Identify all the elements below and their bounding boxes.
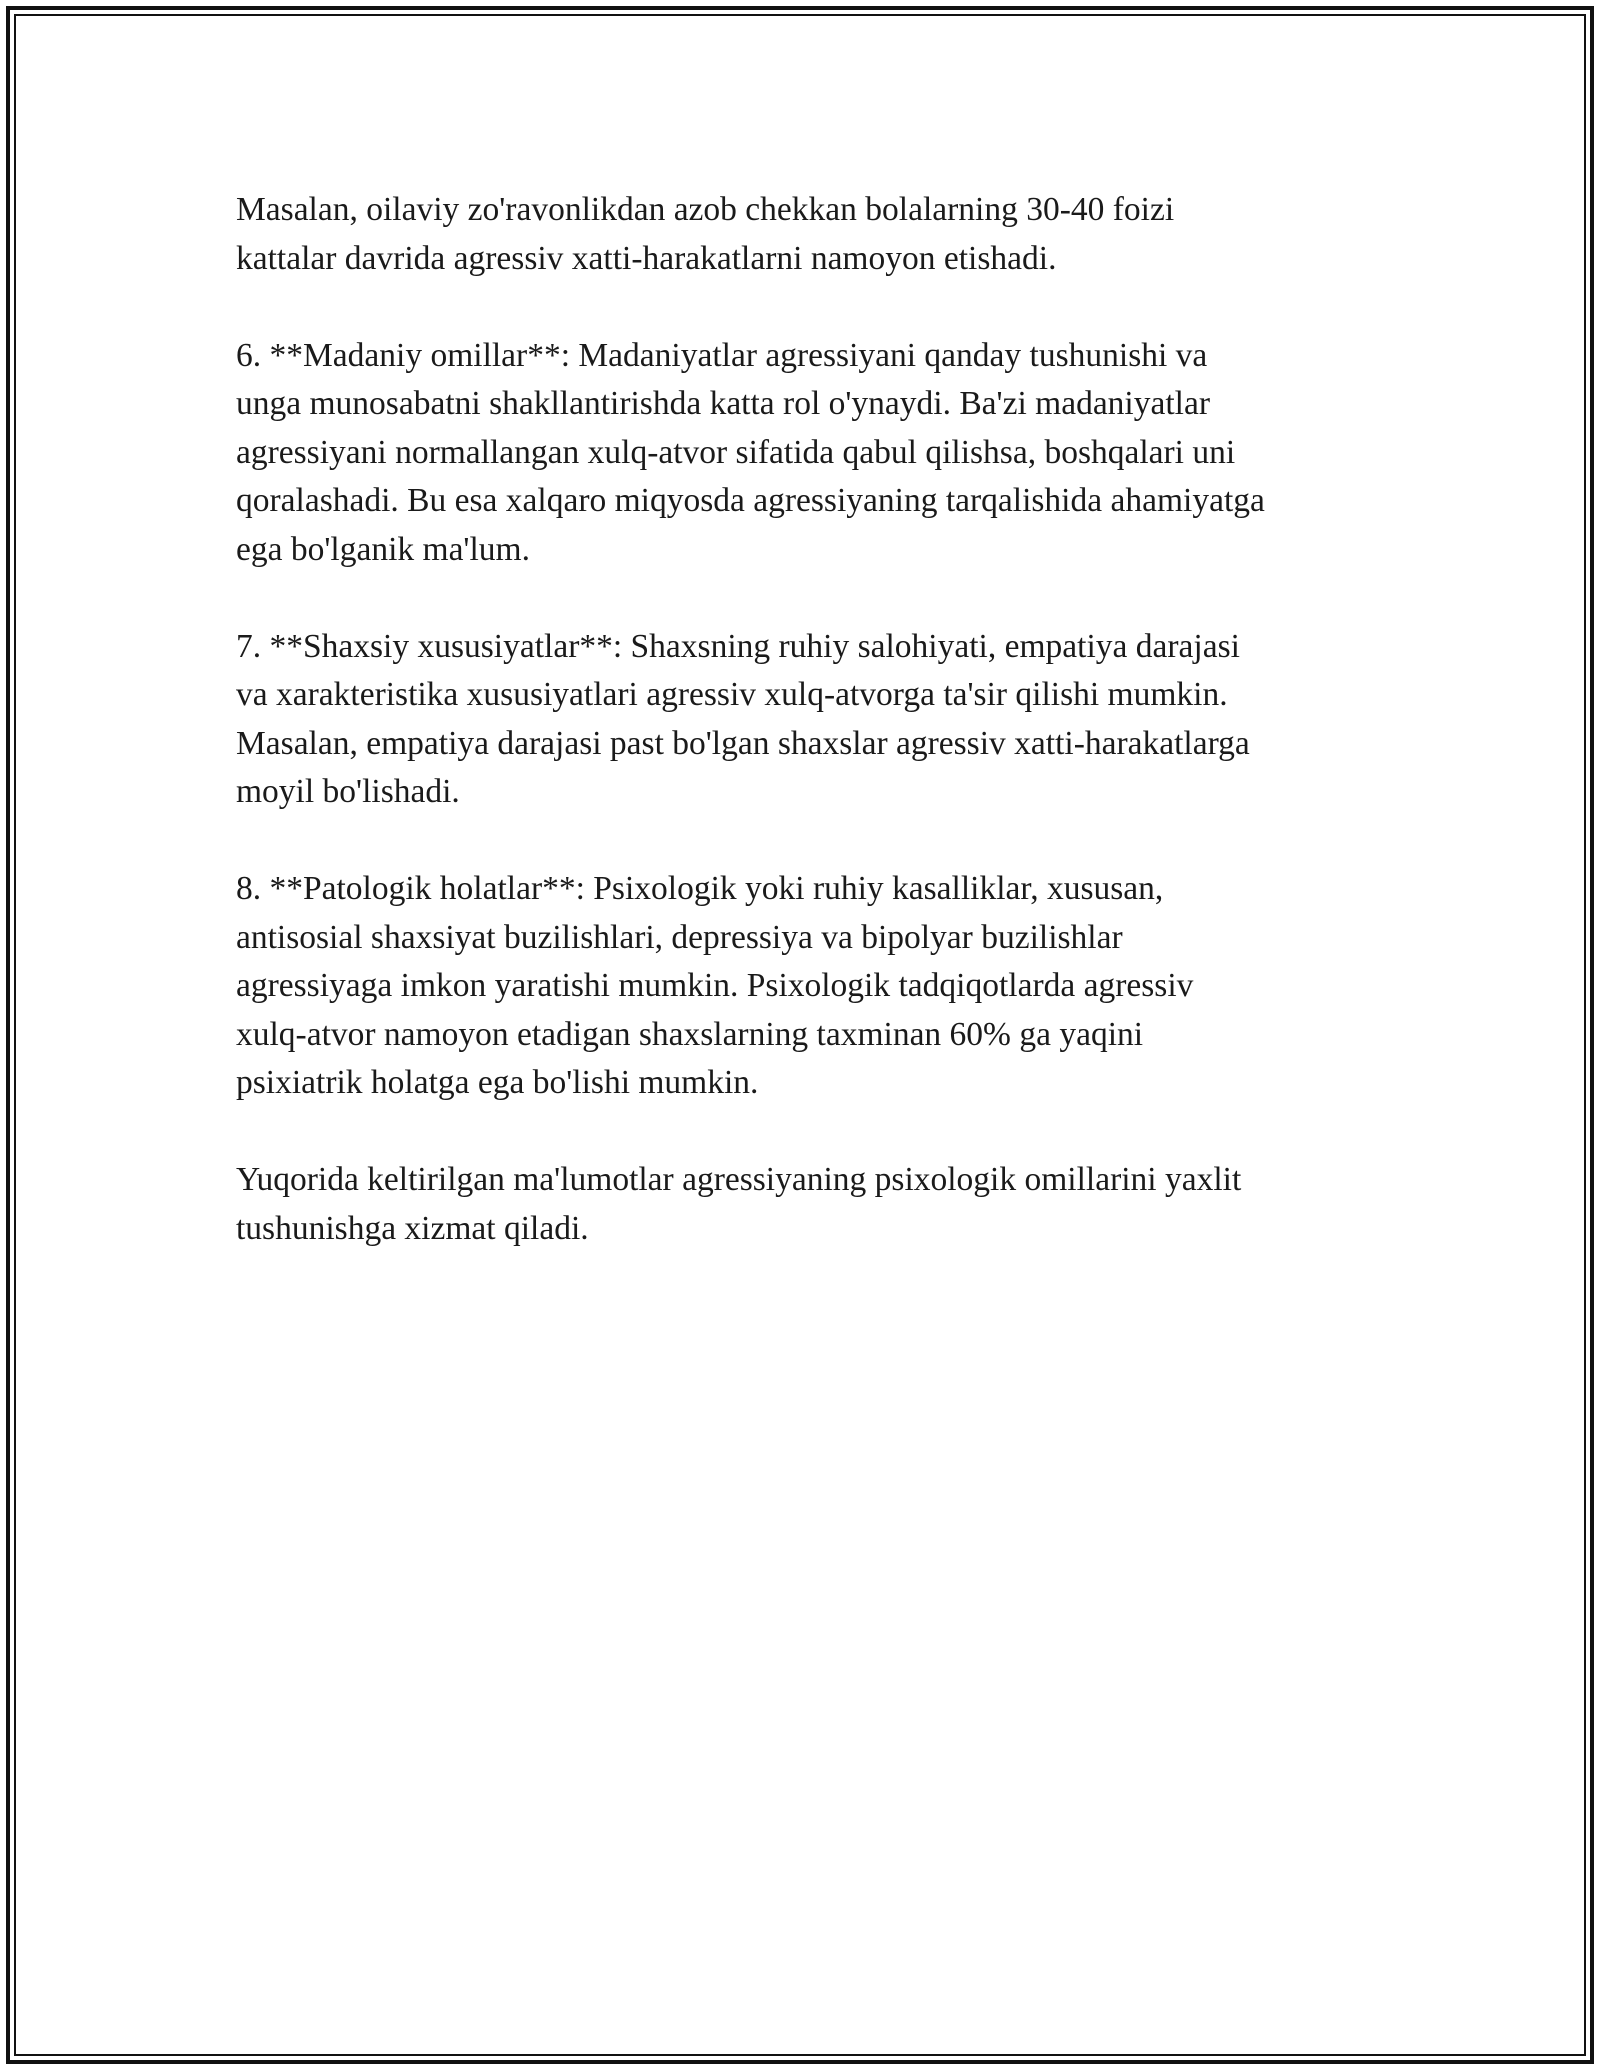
paragraph-personal-traits: 7. **Shaxsiy xususiyatlar**: Shaxsning ruhiy salohiyati, empatiya darajasi va xarakteristika xususiyatlari agressiv xulq-atvorga ta'sir qilishi mumkin. Masalan, empatiya darajasi past bo'lgan shaxslar agressiv xatti-harakatlarga moyil bo'lishadi. xyxy=(236,627,1250,810)
paragraph-conclusion: Yuqorida keltirilgan ma'lumotlar agressiyaning psixologik omillarini yaxlit tushunishga xizmat qiladi. xyxy=(236,1161,1242,1247)
document-body xyxy=(236,186,1386,1253)
paragraph-cultural-factors: 6. **Madaniy omillar**: Madaniyatlar agressiyani qanday tushunishi va unga munosabatni shakllantirishda katta rol o'ynaydi. Ba'zi madaniyatlar agressiyani normallangan xulq-atvor sifatida qabul qilishsa, boshqalari uni qoralashadi. Bu esa xalqaro miqyosda agressiyaning tarqalishida ahamiyatga ega bo'lganik ma'lum. xyxy=(236,336,1265,568)
paragraph-intro: Masalan, oilaviy zo'ravonlikdan azob chekkan bolalarning 30-40 foizi kattalar davrida agressiv xatti-harakatlarni namoyon etishadi. xyxy=(236,191,1175,277)
paragraph-pathological-conditions: 8. **Patologik holatlar**: Psixologik yoki ruhiy kasalliklar, xususan, antisosial shaxsiyat buzilishlari, depressiya va bipolyar buzilishlar agressiyaga imkon yaratishi mumkin. Psixologik tadqiqotlarda agressiv xulq-atvor namoyon etadigan shaxslarning taxminan 60% ga yaqini psixiatrik holatga ega bo'lishi mumkin. xyxy=(236,870,1194,1101)
